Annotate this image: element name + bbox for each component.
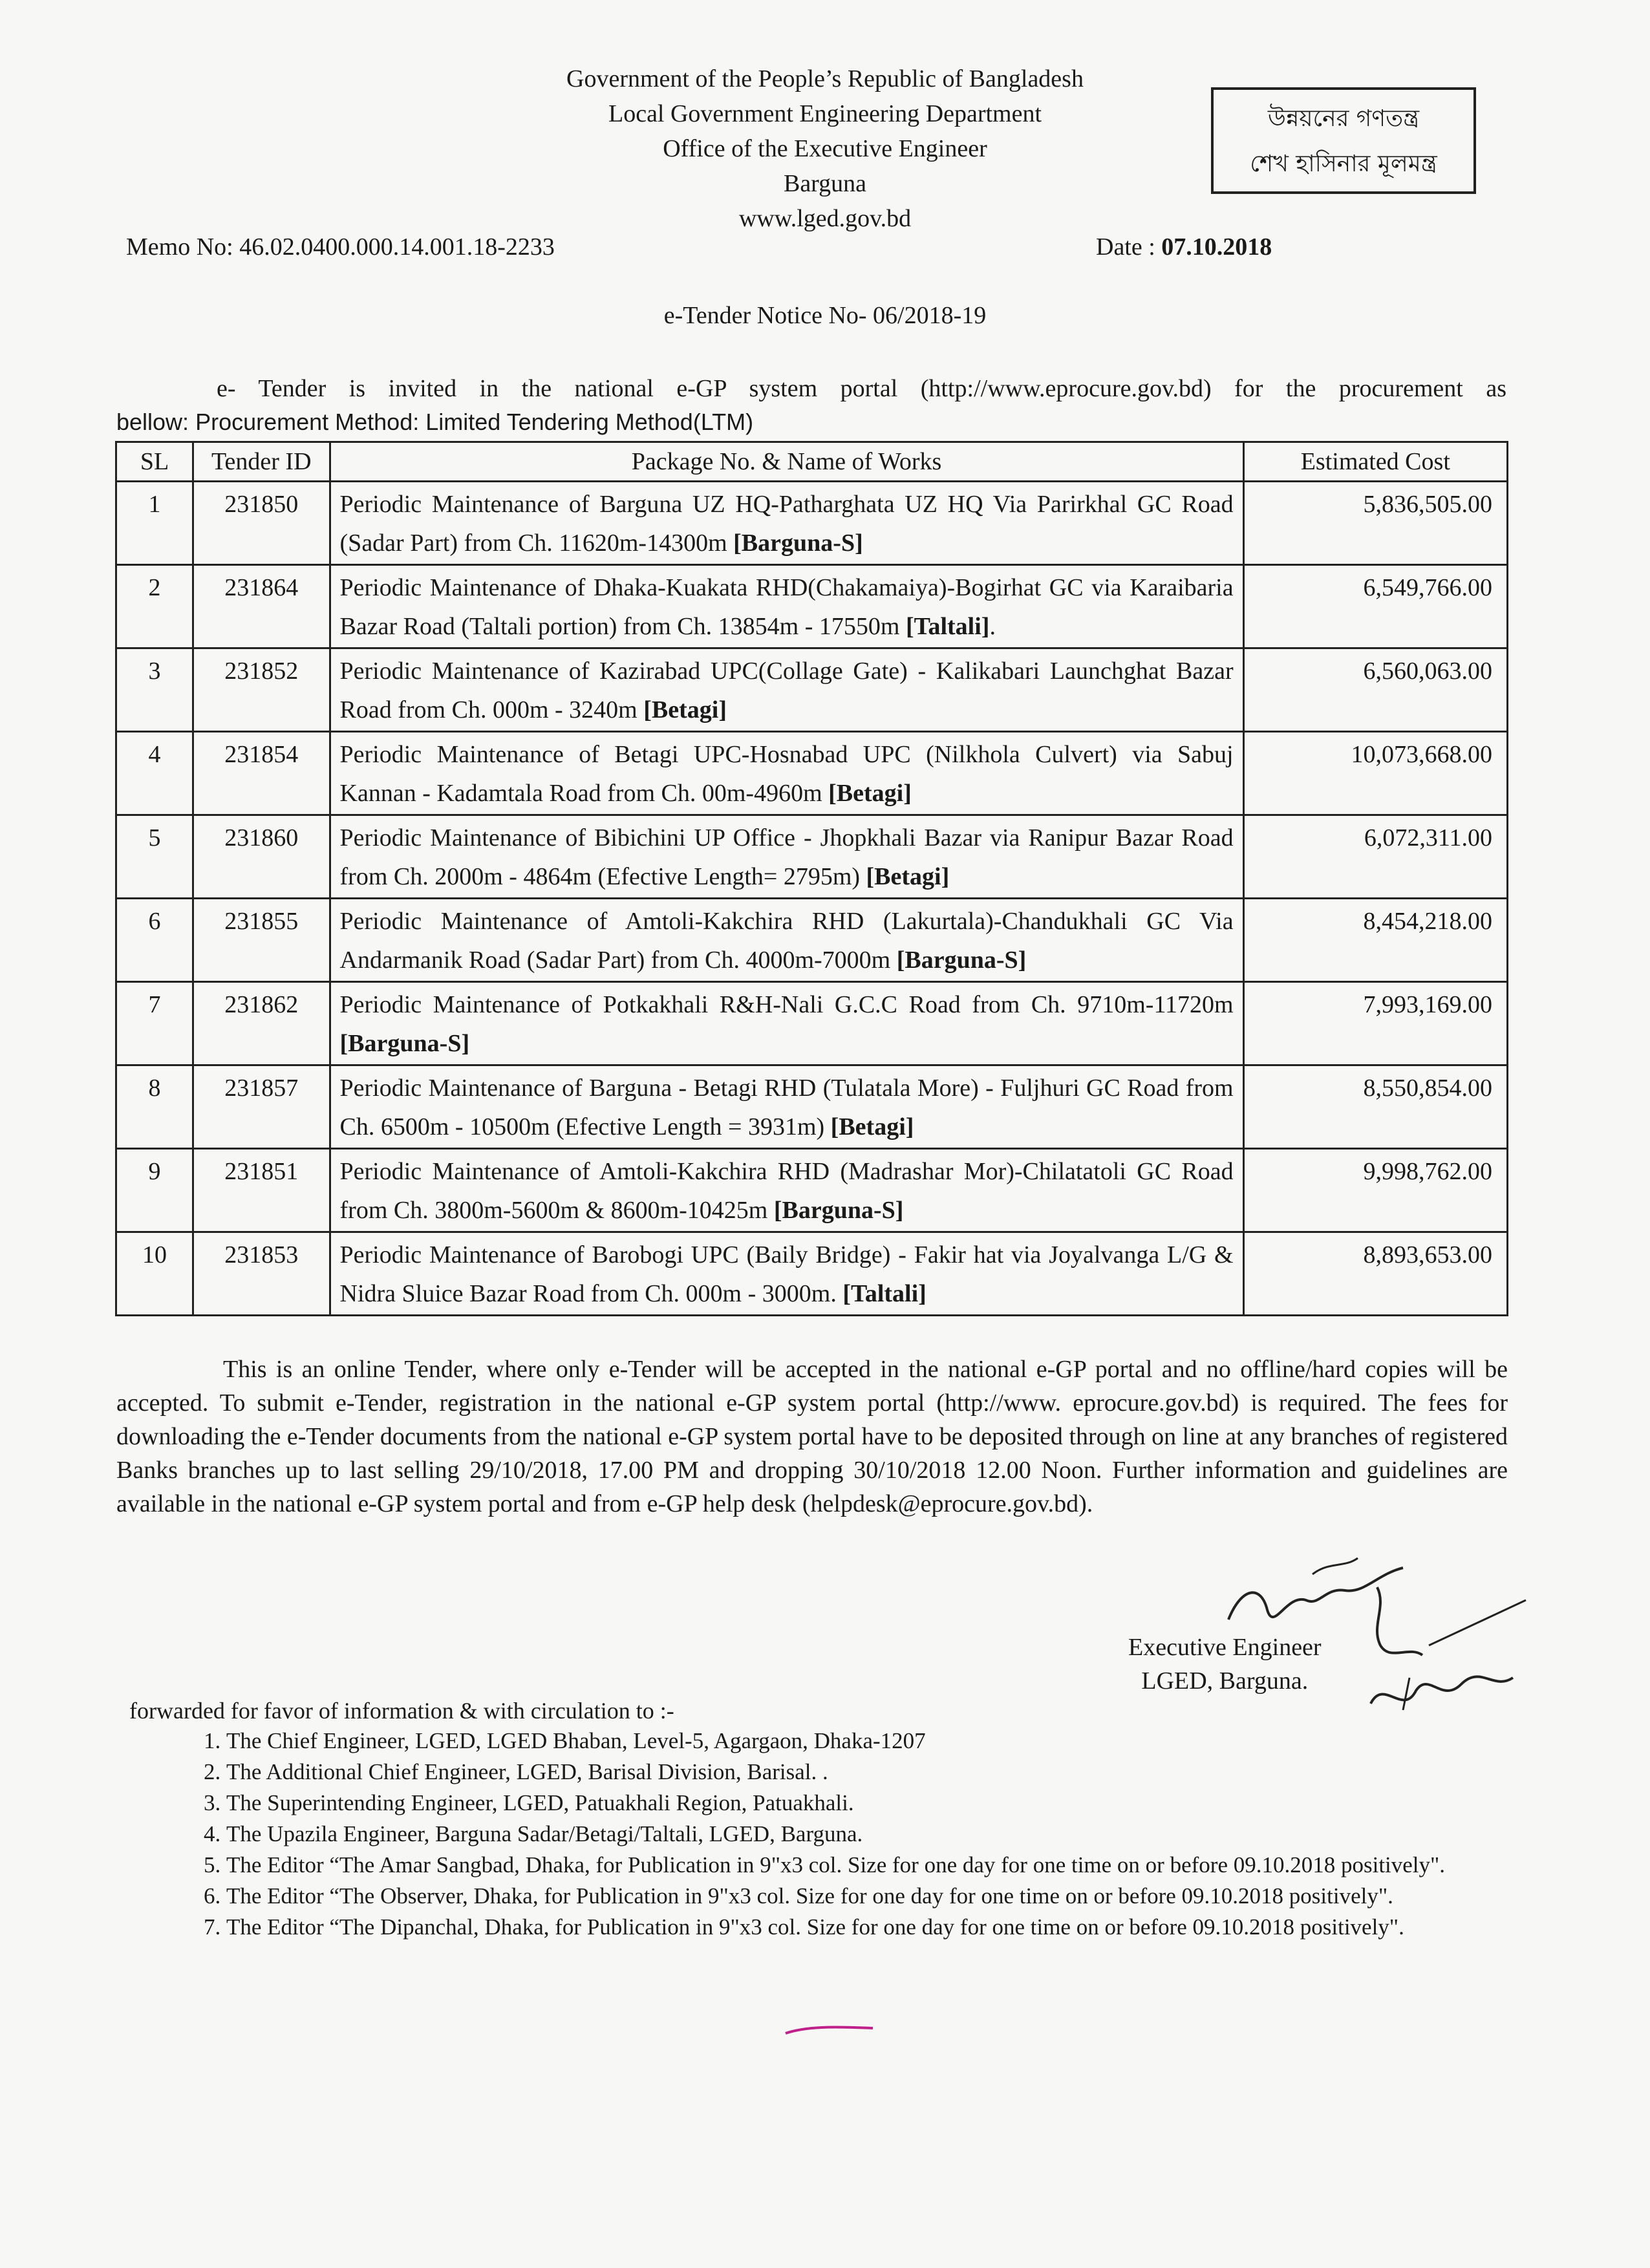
table-row <box>116 1149 1508 1232</box>
row-sl: 4 <box>116 732 193 815</box>
table-row <box>116 482 1508 565</box>
letterhead-office: Office of the Executive Engineer <box>663 135 987 162</box>
row-tender-id: 231862 <box>193 982 330 1065</box>
works-area-tag: [Barguna-S] <box>339 1030 470 1057</box>
row-sl: 3 <box>116 648 193 732</box>
row-works <box>330 899 1243 982</box>
works-description: Periodic Maintenance of Barguna - Betagi RHD (Tulatala More) - Fuljhuri GC Road from Ch. 6500m - 10500m (Efective Length = 3931m) <box>339 1075 1234 1140</box>
date-label: Date : <box>1096 233 1162 261</box>
header-tender-id: Tender ID <box>193 442 330 482</box>
header-cost: Estimated Cost <box>1243 442 1507 482</box>
row-sl: 10 <box>116 1232 193 1316</box>
row-works <box>330 815 1243 899</box>
works-area-tag: [Betagi] <box>828 780 912 807</box>
works-description: Periodic Maintenance of Amtoli-Kakchira RHD (Lakurtala)-Chandukhali GC Via Andarmanik Road (Sadar Part) from Ch. 4000m-7000m <box>339 908 1234 974</box>
row-works <box>330 982 1243 1065</box>
row-estimated-cost: 7,993,169.00 <box>1243 982 1507 1065</box>
slogan-line-2: শেখ হাসিনার মূলমন্ত্র <box>1250 151 1437 177</box>
circulation-item: 6. The Editor “The Observer, Dhaka, for Publication in 9"x3 col. Size for one day for one time on or before 09.10.2018 positively". <box>226 1881 1574 1911</box>
letterhead-website: www.lged.gov.bd <box>738 205 912 232</box>
works-area-tag: [Taltali] <box>842 1280 927 1307</box>
circulation-list <box>162 1726 1574 1943</box>
works-area-tag: [Betagi] <box>866 863 950 890</box>
row-sl: 8 <box>116 1065 193 1149</box>
row-tender-id: 231850 <box>193 482 330 565</box>
row-tender-id: 231855 <box>193 899 330 982</box>
works-area-tag: [Betagi] <box>830 1113 914 1140</box>
row-sl: 1 <box>116 482 193 565</box>
works-area-tag: [Barguna-S] <box>773 1197 904 1224</box>
signoff-office: LGED, Barguna. <box>1141 1667 1309 1695</box>
table-row <box>116 1065 1508 1149</box>
works-area-tag: [Taltali] <box>905 613 990 640</box>
row-works <box>330 1232 1243 1316</box>
notice-date <box>1096 233 1272 261</box>
table-header-row <box>116 442 1508 482</box>
works-description: Periodic Maintenance of Kazirabad UPC(Collage Gate) - Kalikabari Launchghat Bazar Road from Ch. 000m - 3240m <box>339 658 1234 723</box>
row-tender-id: 231860 <box>193 815 330 899</box>
intro-paragraph <box>116 372 1506 439</box>
works-description: Periodic Maintenance of Barobogi UPC (Baily Bridge) - Fakir hat via Joyalvanga L/G & Nidra Sluice Bazar Road from Ch. 000m - 3000m. <box>339 1241 1234 1307</box>
memo-number: Memo No: 46.02.0400.000.14.001.18-2233 <box>126 233 555 261</box>
table-row <box>116 732 1508 815</box>
row-works <box>330 565 1243 648</box>
header-sl: SL <box>116 442 193 482</box>
row-tender-id: 231852 <box>193 648 330 732</box>
letterhead-department: Local Government Engineering Department <box>608 100 1042 127</box>
row-estimated-cost: 10,073,668.00 <box>1243 732 1507 815</box>
works-tail: . <box>989 613 996 640</box>
circulation-item: 5. The Editor “The Amar Sangbad, Dhaka, for Publication in 9"x3 col. Size for one day for one time on or before 09.10.2018 positively". <box>226 1850 1574 1880</box>
forward-intro: forwarded for favor of information & with circulation to :- <box>129 1698 674 1724</box>
works-description: Periodic Maintenance of Barguna UZ HQ-Patharghata UZ HQ Via Parirkhal GC Road (Sadar Part) from Ch. 11620m-14300m <box>339 491 1234 557</box>
circulation-item: 1. The Chief Engineer, LGED, LGED Bhaban, Level-5, Agargaon, Dhaka-1207 <box>226 1726 1574 1756</box>
slogan-box <box>1211 87 1476 194</box>
works-description: Periodic Maintenance of Amtoli-Kakchira RHD (Madrashar Mor)-Chilatatoli GC Road from Ch. 3800m-5600m & 8600m-10425m <box>339 1158 1234 1224</box>
header-works: Package No. & Name of Works <box>330 442 1243 482</box>
row-tender-id: 231854 <box>193 732 330 815</box>
row-estimated-cost: 8,454,218.00 <box>1243 899 1507 982</box>
row-sl: 6 <box>116 899 193 982</box>
notice-title: e-Tender Notice No- 06/2018-19 <box>663 302 987 329</box>
table-row <box>116 648 1508 732</box>
signoff-title: Executive Engineer <box>1128 1634 1322 1661</box>
works-description: Periodic Maintenance of Dhaka-Kuakata RHD(Chakamaiya)-Bogirhat GC via Karaibaria Bazar Road (Taltali portion) from Ch. 13854m - 17550m <box>339 574 1234 640</box>
row-estimated-cost: 6,549,766.00 <box>1243 565 1507 648</box>
row-estimated-cost: 6,560,063.00 <box>1243 648 1507 732</box>
row-estimated-cost: 5,836,505.00 <box>1243 482 1507 565</box>
row-tender-id: 231853 <box>193 1232 330 1316</box>
letterhead-district: Barguna <box>783 170 867 197</box>
row-sl: 5 <box>116 815 193 899</box>
table-row <box>116 1232 1508 1316</box>
intro-line-1: e- Tender is invited in the national e-GP system portal (http://www.eprocure.gov.bd) for the procurement as <box>217 375 1506 402</box>
row-sl: 2 <box>116 565 193 648</box>
row-works <box>330 482 1243 565</box>
works-area-tag: [Barguna-S] <box>733 530 863 557</box>
date-value: 07.10.2018 <box>1161 233 1272 261</box>
row-sl: 7 <box>116 982 193 1065</box>
intro-line-2: bellow: Procurement Method: Limited Tendering Method(LTM) <box>116 409 754 435</box>
row-works <box>330 1149 1243 1232</box>
table-row <box>116 815 1508 899</box>
works-area-tag: [Betagi] <box>643 696 727 723</box>
slogan-line-1: উন্নয়নের গণতন্ত্র <box>1267 105 1420 132</box>
works-description: Periodic Maintenance of Potkakhali R&H-Nali G.C.C Road from Ch. 9710m-11720m <box>339 991 1234 1018</box>
table-row <box>116 982 1508 1065</box>
row-tender-id: 231851 <box>193 1149 330 1232</box>
row-works <box>330 648 1243 732</box>
circulation-item: 4. The Upazila Engineer, Barguna Sadar/Betagi/Taltali, LGED, Barguna. <box>226 1819 1574 1849</box>
works-description: Periodic Maintenance of Bibichini UP Office - Jhopkhali Bazar via Ranipur Bazar Road from Ch. 2000m - 4864m (Efective Length= 2795m) <box>339 824 1234 890</box>
circulation-item: 2. The Additional Chief Engineer, LGED, Barisal Division, Barisal. . <box>226 1757 1574 1787</box>
works-area-tag: [Barguna-S] <box>896 947 1027 974</box>
circulation-item: 7. The Editor “The Dipanchal, Dhaka, for Publication in 9"x3 col. Size for one day for one time on or before 09.10.2018 positively". <box>226 1912 1574 1942</box>
works-description: Periodic Maintenance of Betagi UPC-Hosnabad UPC (Nilkhola Culvert) via Sabuj Kannan - Kadamtala Road from Ch. 00m-4960m <box>339 741 1234 807</box>
row-estimated-cost: 9,998,762.00 <box>1243 1149 1507 1232</box>
row-tender-id: 231857 <box>193 1065 330 1149</box>
letterhead-government: Government of the People’s Republic of Bangladesh <box>566 65 1084 92</box>
pen-underline-mark <box>782 2020 879 2040</box>
table-row <box>116 899 1508 982</box>
row-works <box>330 732 1243 815</box>
tender-table <box>115 441 1508 1316</box>
row-works <box>330 1065 1243 1149</box>
table-row <box>116 565 1508 648</box>
instructions-text: This is an online Tender, where only e-Tender will be accepted in the national e-GP portal and no offline/hard copies will be accepted. To submit e-Tender, registration in the national e-GP system portal (http://www. eprocure.gov.bd) is required. The fees for downloading the e-Tender documents from the national e-GP system portal have to be deposited through on line at any branches of registered Banks branches up to last selling 29/10/2018, 17.00 PM and dropping 30/10/2018 12.00 Noon. Further information and guidelines are available in the national e-GP system portal and from e-GP help desk (helpdesk@eprocure.gov.bd). <box>116 1356 1508 1517</box>
circulation-item: 3. The Superintending Engineer, LGED, Patuakhali Region, Patuakhali. <box>226 1788 1574 1818</box>
row-estimated-cost: 8,893,653.00 <box>1243 1232 1507 1316</box>
tender-instructions <box>116 1353 1508 1521</box>
row-estimated-cost: 8,550,854.00 <box>1243 1065 1507 1149</box>
row-estimated-cost: 6,072,311.00 <box>1243 815 1507 899</box>
row-tender-id: 231864 <box>193 565 330 648</box>
row-sl: 9 <box>116 1149 193 1232</box>
